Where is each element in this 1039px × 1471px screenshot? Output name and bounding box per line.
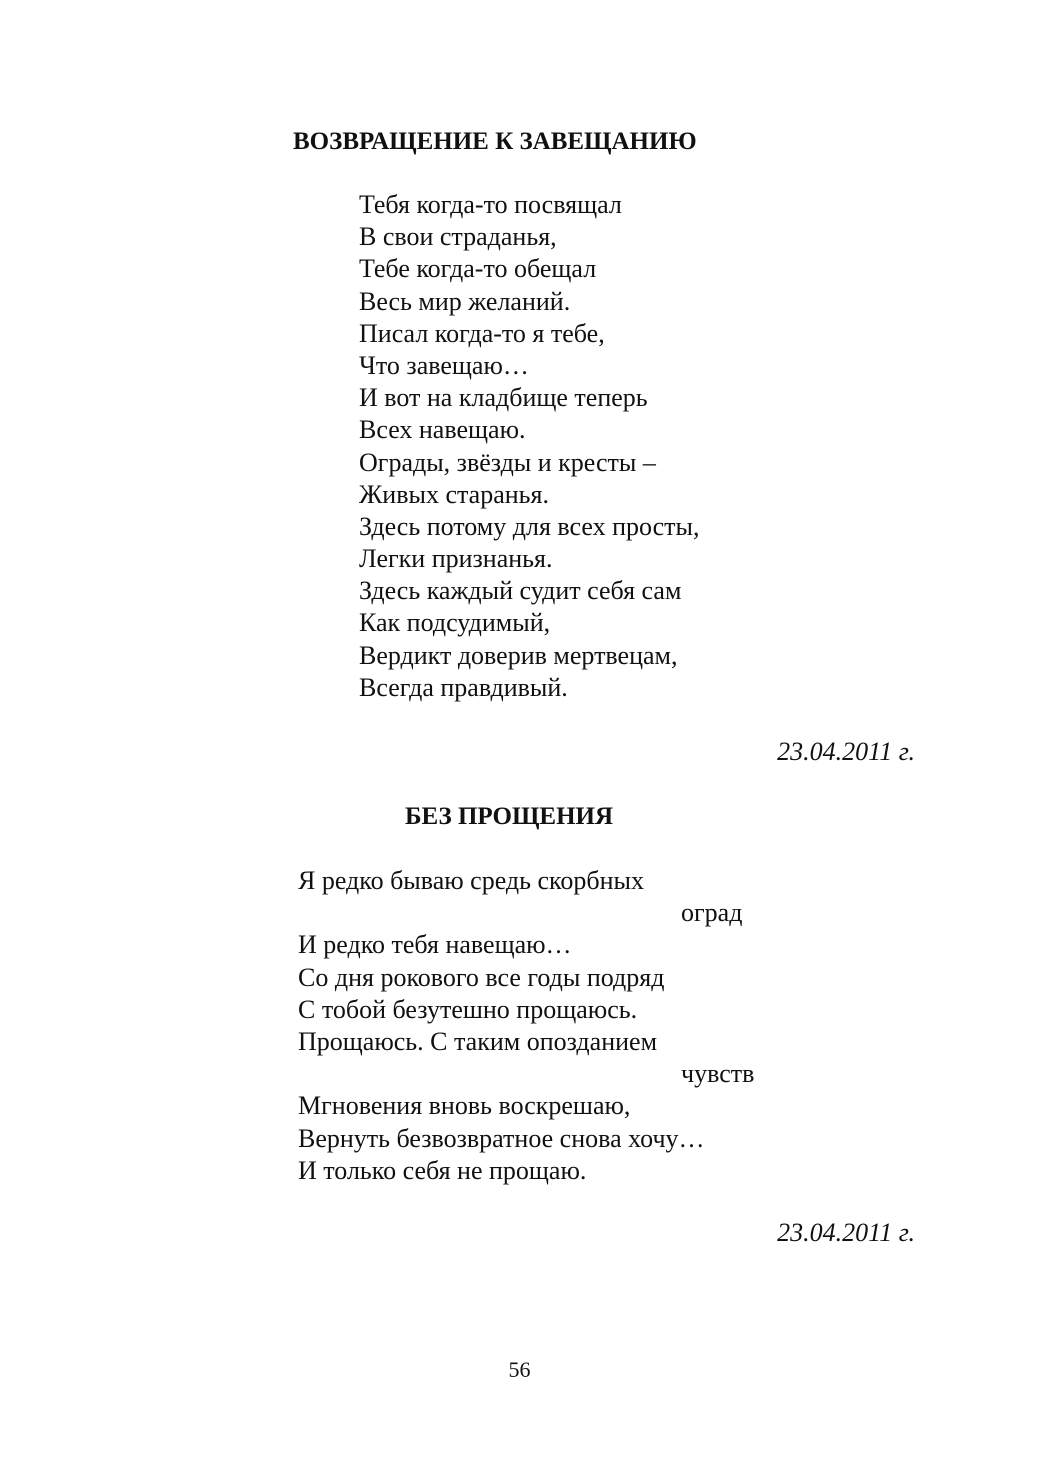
poem-line: Со дня рокового все годы подряд [298,962,665,992]
poem-line: Мгновения вновь воскрешаю, [298,1091,631,1121]
poem-title: ВОЗВРАЩЕНИЕ К ЗАВЕЩАНИЮ [293,128,697,155]
poem-date: 23.04.2011 г. [777,737,915,766]
poem-line: Здесь каждый судит себя сам [359,576,682,606]
poem-line: Вернуть безвозвратное снова хочу… [298,1123,705,1153]
poem-line: Прощаюсь. С таким опозданием [298,1026,658,1056]
poem-line: В свои страданья, [359,222,557,252]
poem-line: И вот на кладбище теперь [359,383,648,413]
poem-line-continuation: оград [681,898,743,928]
poem-line: Всегда правдивый. [359,672,568,702]
poem-line: Весь мир желаний. [359,286,571,316]
poem-line: Что завещаю… [359,350,529,380]
poem-title: БЕЗ ПРОЩЕНИЯ [405,803,614,830]
poem-line: И редко тебя навещаю… [298,930,572,960]
poem-line: Вердикт доверив мертвецам, [359,640,678,670]
poem-line: Живых старанья. [359,479,549,509]
page-number: 56 [508,1357,531,1382]
poem-line: Как подсудимый, [359,608,551,638]
poem-body [359,189,700,704]
poem-line: Писал когда-то я тебе, [359,318,605,348]
poem-line-continuation: чувств [681,1059,755,1089]
poem-line: Тебе когда-то обещал [359,254,597,284]
poem-line: С тобой безутешно прощаюсь. [298,994,638,1024]
poem-line: Тебя когда-то посвящал [359,190,622,219]
poem-date: 23.04.2011 г. [777,1218,915,1247]
poem-line: Легки признанья. [359,544,553,574]
poem-line: Здесь потому для всех просты, [359,511,700,541]
poem-line: Ограды, звёзды и кресты – [359,447,656,477]
poem-line: Я редко бываю средь скорбных [298,866,644,895]
poem-line: Всех навещаю. [359,415,526,445]
poem-body [298,865,778,1187]
poem-line: И только себя не прощаю. [298,1155,587,1185]
